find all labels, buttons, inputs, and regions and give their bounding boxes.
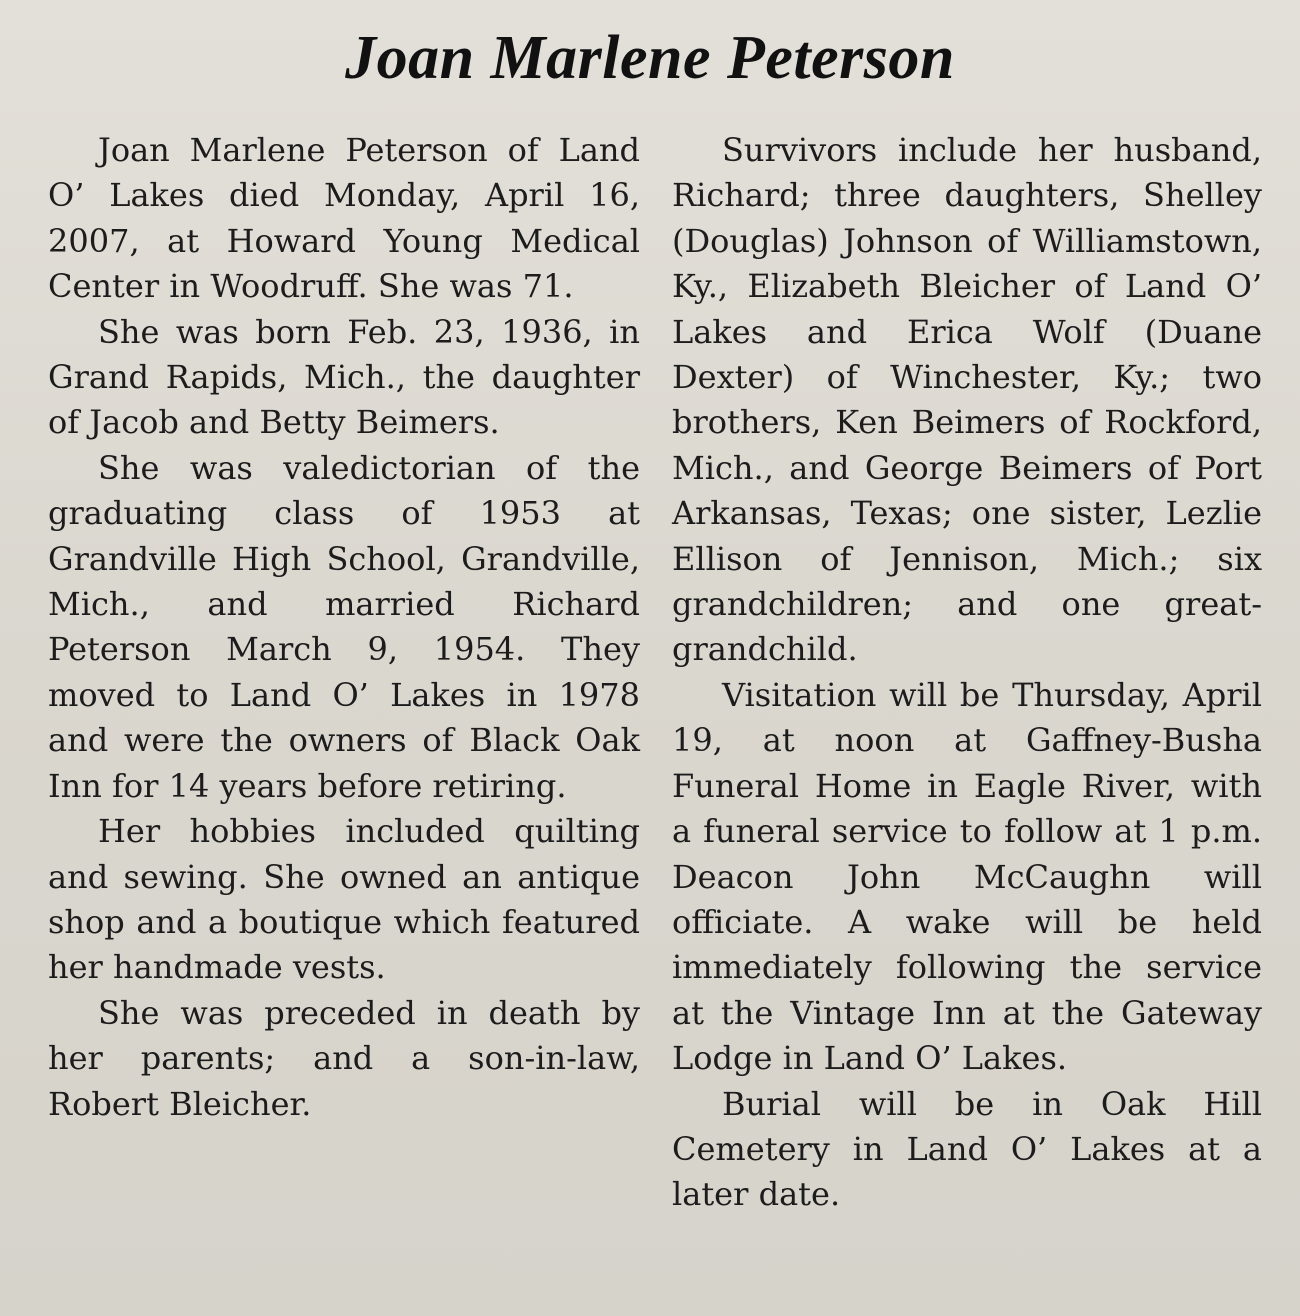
paragraph-preceded-in-death: She was preceded in death by her parents; and a son-in-law, Robert Bleicher. <box>48 993 640 1123</box>
obituary-title: Joan Marlene Peterson <box>345 24 955 92</box>
paragraph-visitation: Visitation will be Thursday, April 19, at noon at Gaffney-Busha Funeral Home in Eagle River, with a funeral service to follow at 1 p.m. Deacon John McCaughn will officiate. A wake will be held immediately following the service at the Vintage Inn at the Gateway Lodge in Land O’ Lakes. <box>672 675 1262 1078</box>
paragraph-hobbies: Her hobbies included quilting and sewing. She owned an antique shop and a boutique which featured her handmade vests. <box>48 812 640 987</box>
paragraph-burial: Burial will be in Oak Hill Cemetery in Land O’ Lakes at a later date. <box>672 1084 1262 1214</box>
paragraph-survivors: Survivors include her husband, Richard; three daughters, Shelley (Douglas) Johnson of Williamstown, Ky., Elizabeth Bleicher of Land O’ Lakes and Erica Wolf (Duane Dexter) of Winchester, Ky.; two brothers, Ken Beimers of Rockford, Mich., and George Beimers of Port Arkansas, Texas; one sister, Lezlie Ellison of Jennison, Mich.; six grandchildren; and one great-grandchild. <box>672 131 1262 669</box>
paragraph-birth: She was born Feb. 23, 1936, in Grand Rapids, Mich., the daughter of Jacob and Betty Beimers. <box>48 312 640 442</box>
paragraph-education-marriage: She was valedictorian of the graduating class of 1953 at Grandville High School, Grandville, Mich., and married Richard Peterson March 9, 1954. They moved to Land O’ Lakes in 1978 and were the owners of Black Oak Inn for 14 years before retiring. <box>48 448 640 805</box>
right-column <box>672 128 1262 1218</box>
paragraph-death-notice: Joan Marlene Peterson of Land O’ Lakes died Monday, April 16, 2007, at Howard Young Medical Center in Woodruff. She was 71. <box>48 131 640 306</box>
left-column <box>48 128 640 1127</box>
